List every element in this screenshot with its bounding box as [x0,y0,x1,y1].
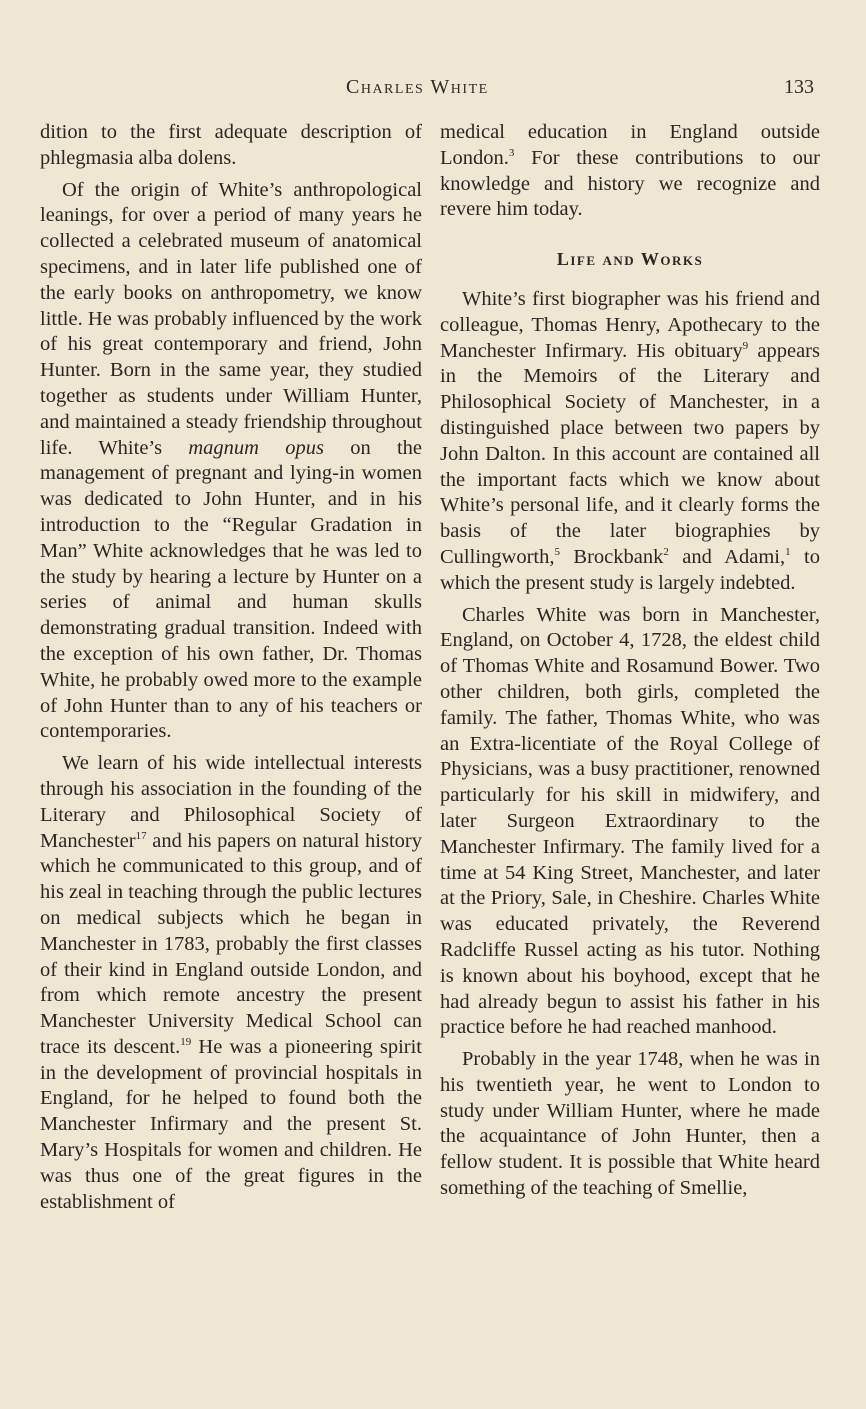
text-run: to which the present study is largely indebted. [440,545,821,594]
italic-title: magnum opus [188,436,324,459]
footnote-ref: 5 [554,546,560,559]
footnote-ref: 3 [508,146,515,159]
page-number: 133 [784,76,814,98]
text-run: Brockbank [559,545,664,568]
paragraph: Charles White was born in Manchester, England, on October 4, 1728, the eldest child of Thomas White and Rosamund Bower. Two other children, both girls, completed the family. The father, Thomas White, who was an Extra-licentiate of the Royal College of Physicians, was a busy practitioner, renowned particularly for his skill in midwifery, and later Surgeon Extraordinary to the Manchester Infirmary. The family lived for a time at 54 King Street, Manchester, and later at the Priory, Sale, in Cheshire. Charles White was educated privately, the Reverend Radcliffe Russel acting as his tutor. Nothing is known about his boyhood, except that he had already begun to assist his father in his practice before he had reached manhood. [440,603,820,1039]
footnote-ref: 2 [663,546,669,559]
paragraph [440,120,820,223]
text-run: Of the origin of White’s anthropological leanings, for over a period of many years he collected a celebrated museum of anatomical specimens, and in later life published one of the early books on anthropometry, we know little. He was probably influenced by the work of his great contemporary and friend, John Hunter. Born in the same year, they studied together as students under William Hunter, and maintained a steady friendship throughout life. White’s [40,178,422,459]
paragraph [40,751,422,1215]
text-run: appears in the Memoirs of the Literary and Philosophical Society of Manchester, in a distinguished place between two papers by John Dalton. In this account are contained all the important facts which we know about White’s personal life, and it clearly forms the basis of the later biographies by Cullingworth, [440,339,820,568]
text-run: White’s first biographer was his friend and colleague, Thomas Henry, Apothecary to the Manchester Infirmary. His obituary [440,287,820,362]
running-title: Charles White [346,76,489,98]
footnote-ref: 1 [785,546,791,559]
text-run: We learn of his wide intellectual interests through his association in the founding of the Literary and Philosophical Society of Manchester [40,752,422,852]
running-head [0,76,866,102]
text-run: on the management of pregnant and lying-in women was dedicated to John Hunter, and in his introduction to the “Regular Gradation in Man” White acknowledges that he was led to the study by hearing a lecture by Hunter on a series of animal and human skulls demonstrating gradual transition. Indeed with the exception of his own father, Dr. Thomas White, he probably owed more to the example of John Hunter than to any of his teachers or contemporaries. [40,436,422,743]
section-heading: Life and Works [556,249,704,270]
paragraph [40,178,422,746]
text-run: For these contributions to our knowledge and history we recognize and revere him today. [440,146,820,221]
text-run: medical education in England outside London. [440,121,820,169]
left-column [40,120,422,1221]
footnote-ref: 17 [135,829,147,842]
paragraph [440,287,820,597]
right-column [440,120,820,1208]
paragraph: dition to the first adequate description of phlegmasia alba dolens. [40,121,422,169]
footnote-ref: 19 [180,1036,192,1049]
footnote-ref: 9 [742,339,749,352]
paragraph: Probably in the year 1748, when he was in his twentieth year, he went to London to study under William Hunter, where he made the acquaintance of John Hunter, then a fellow student. It is possible that White heard something of the teaching of Smellie, [440,1048,820,1200]
text-run: He was a pioneering spirit in the development of provincial hospitals in England, for he helped to found both the Manchester Infirmary and the present St. Mary’s Hospitals for women and children. He was thus one of the great figures in the establishment of [40,1035,422,1213]
text-run: and his papers on natural history which he communicated to this group, and of his zeal in teaching through the public lectures on medical subjects which he began in Manchester in 1783, probably the first classes of their kind in England outside London, and from which remote ancestry the present Manchester University Medical School can trace its descent. [40,829,422,1058]
text-run: and Adami, [668,545,786,568]
